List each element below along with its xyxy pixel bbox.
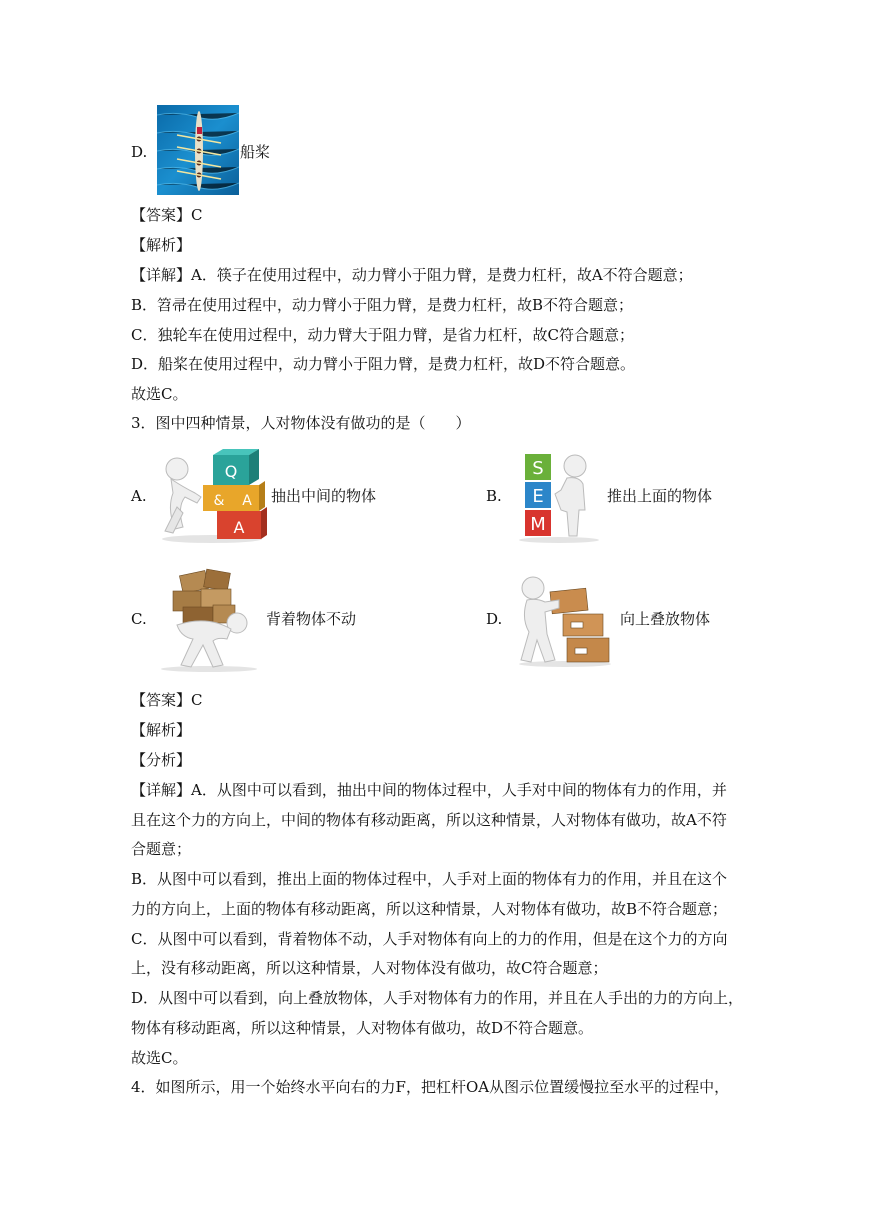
- q3-option-b-letter: B.: [486, 487, 502, 505]
- q3-detail-line: B．从图中可以看到，推出上面的物体过程中，人手对上面的物体有力的作用，并且在这个: [131, 870, 728, 888]
- q3-stem: 3．图中四种情景，人对物体没有做功的是（ ）: [131, 414, 471, 432]
- q3-detail-line: 力的方向上，上面的物体有移动距离，所以这种情景，人对物体有做功，故B不符合题意；: [131, 900, 728, 918]
- q2-option-d-caption: 船桨: [240, 143, 271, 161]
- q3-detail-line: 合题意；: [131, 840, 192, 858]
- q3-option-a-letter: A.: [131, 487, 147, 505]
- figure-pull-middle-cube: [157, 447, 267, 544]
- figure-carrying-boxes: [157, 567, 261, 673]
- cube-a2-letter: A: [233, 518, 245, 537]
- cube-a1-letter: A: [242, 493, 252, 509]
- q3-answer: 【答案】C: [131, 691, 203, 709]
- q3-option-c-letter: C.: [131, 610, 147, 628]
- q2-detail-d: D．船桨在使用过程中，动力臂小于阻力臂，是费力杠杆，故D不符合题意。: [131, 355, 636, 373]
- q2-option-d-letter: D.: [131, 143, 148, 161]
- cube-amp-letter: &: [213, 493, 225, 509]
- q3-analysis-heading: 【解析】: [131, 721, 192, 739]
- q3-detail-line: 物体有移动距离，所以这种情景，人对物体有做功，故D不符合题意。: [131, 1019, 594, 1037]
- q2-detail-a: 【详解】A．筷子在使用过程中，动力臂小于阻力臂，是费力杠杆，故A不符合题意；: [131, 266, 693, 284]
- q3-detail-line: D．从图中可以看到，向上叠放物体，人手对物体有力的作用，并且在人手出的力的方向上，: [131, 989, 744, 1007]
- cube-m-letter: M: [530, 514, 546, 535]
- q3-option-d-caption: 向上叠放物体: [620, 610, 711, 628]
- q3-option-a-caption: 抽出中间的物体: [271, 487, 377, 505]
- cube-s-letter: S: [532, 458, 544, 479]
- q3-detail-line: C．从图中可以看到，背着物体不动，人手对物体有向上的力的作用，但是在这个力的方向: [131, 930, 728, 948]
- q3-detail-line: 上，没有移动距离，所以这种情景，人对物体没有做功，故C符合题意；: [131, 959, 608, 977]
- q2-detail-c: C．独轮车在使用过程中，动力臂大于阻力臂，是省力杠杆，故C符合题意；: [131, 326, 634, 344]
- figure-sem-cubes: [515, 450, 603, 544]
- q3-detail-line: 【详解】A．从图中可以看到，抽出中间的物体过程中，人手对中间的物体有力的作用，并: [131, 781, 727, 799]
- figure-stacking-boxes: [515, 572, 615, 668]
- q3-fenxi-heading: 【分析】: [131, 751, 192, 769]
- q3-option-b-caption: 推出上面的物体: [607, 487, 713, 505]
- q2-conclusion: 故选C。: [131, 385, 188, 403]
- q3-option-c-caption: 背着物体不动: [266, 610, 357, 628]
- cube-e-letter: E: [532, 486, 544, 507]
- q3-option-d-letter: D.: [486, 610, 503, 628]
- rowing-boat-image: [157, 105, 239, 195]
- cube-q-letter: Q: [224, 462, 238, 481]
- q2-answer: 【答案】C: [131, 206, 203, 224]
- q3-conclusion: 故选C。: [131, 1049, 188, 1067]
- q2-detail-b: B．笤帚在使用过程中，动力臂小于阻力臂，是费力杠杆，故B不符合题意；: [131, 296, 634, 314]
- q2-analysis-heading: 【解析】: [131, 236, 192, 254]
- q3-detail-line: 且在这个力的方向上，中间的物体有移动距离，所以这种情景，人对物体有做功，故A不符: [131, 811, 727, 829]
- q4-stem: 4．如图所示，用一个始终水平向右的力F，把杠杆OA从图示位置缓慢拉至水平的过程中，: [131, 1078, 730, 1096]
